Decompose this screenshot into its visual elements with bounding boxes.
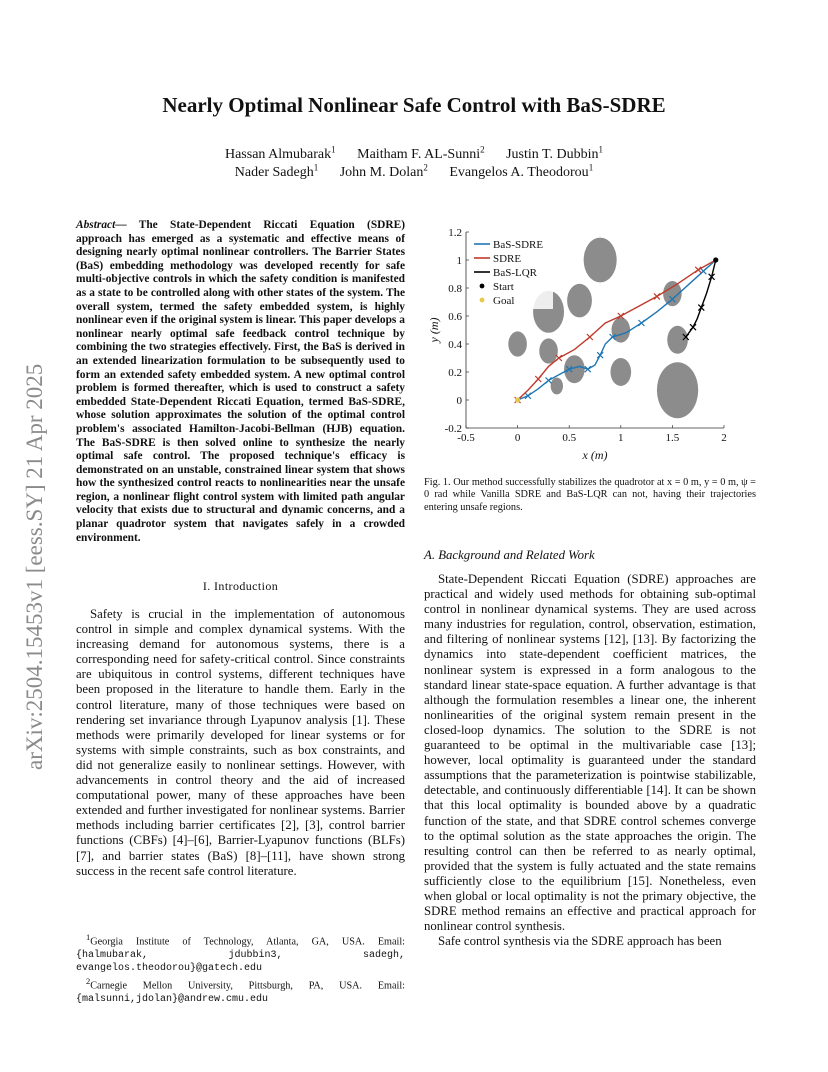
arxiv-identifier [16,280,48,780]
legend-label: Start [493,281,514,293]
obstacle [667,326,688,354]
section-heading-introduction: I. Introduction [202,579,279,593]
author-name: John M. Dolan [339,164,424,180]
footnote-1-emails: {halmubarak, jdubbin3, sadegh, evangelos.theodorou}@gatech.edu [76,949,405,974]
author-name: Justin T. Dubbin [506,146,599,162]
series-marker-bas-sdre [638,320,644,326]
y-tick-label: 0.6 [448,311,462,323]
obstacle [539,338,558,363]
series-marker-sdre [654,293,660,299]
series-marker-bas-sdre [597,352,603,358]
obstacle [610,358,631,386]
series-marker-bas-sdre [700,268,706,274]
legend-label: BaS-SDRE [493,239,544,251]
abstract-label: Abstract [76,219,116,231]
legend-swatch [480,284,485,289]
series-marker-sdre [587,334,593,340]
legend-label: SDRE [493,253,522,265]
series-marker-bas-sdre [546,377,552,383]
author-name: Evangelos A. Theodorou [449,164,589,180]
abstract-text: — The State-Dependent Riccati Equation (SDRE) approach has emerged as a systematic and effective means of designing nearly optimal nonlinear controllers. The Barrier States (BaS) embedding methodology was developed recently for safe multi-objective controls in which the safety condition is manifested as a state to be controlled along with other states of the system. The overall system, termed the safety embedded system, is highly nonlinear even if the original system is linear. This paper develops a nonlinear nearly optimal safe feedback control technique by combining the two strategies effectively. First, the BaS is derived in an extended linearization formulation to be subsequently used to form an extended safety embedded system. A new optimal control problem is formed thereafter, which is used to construct a safety embedded State-Dependent Riccati Equation, termed BaS-SDRE, whose solution approximates the solution of the optimal control problem's associated Hamilton-Jacobi-Bellman (HJB) equation. The BaS-SDRE is then solved online to synthesize the nearly optimal safe control. The proposed technique's efficacy is demonstrated on an unstable, constrained linear system that shows how the synthesized control reacts to nonlinearities near the unsafe region, a nonlinear flight control system with limited path angular velocity that exists due to structural and dynamic concerns, and a planar quadrotor system that navigates safely in a crowded environment. [76,219,405,544]
series-marker-sdre [535,376,541,382]
y-tick-label: 0.2 [448,367,462,379]
legend-label: BaS-LQR [493,267,537,279]
y-axis-label: y (m) [427,317,441,343]
author: Evangelos A. Theodorou$^1$ [449,162,594,180]
obstacle [567,284,592,318]
y-tick-label: 1.2 [448,227,462,239]
footnote-2-emails: {malsunni,jdolan}@andrew.cmu.edu [76,993,269,1005]
series-marker-bas-sdre [525,393,531,399]
legend-swatch [480,298,485,303]
author-name: Maitham F. AL-Sunni [357,146,481,162]
background-paragraph-1: State-Dependent Riccati Equation (SDRE) approaches are practical and widely used methods for obtaining sub-optimal control in nonlinear dynamical systems. They are used across many industries for regulation, control, observation, estimation, and filtering of nonlinear systems [12], [13]. By factorizing the dynamics into state-dependent coefficient matrices, the nonlinear system is expressed in a form analogous to the standard linear state-space equation. A further advantage is that although the formulation resembles a linear one, the inherent nonlinearities of the original system remain present in the closed-loop dynamics. The solution to the SDRE is not guaranteed to be optimal in the multivariable case [13]; however, local optimality is guaranteed under the standard assumptions that the parameterization is pointwise stabilizable, detectable, and continuously differentiable [14]. It can be shown that this local optimality is bounded above by a quadratic function of the state, and that SDRE control schemes converge to the optimal solution as the state approaches the origin. The resulting control can then be referred to as nearly optimal, provided that the system is fully actuated and the state remains sufficiently close to the equilibrium [15]. Nonetheless, even when global or local optimality is not the primary objective, the SDRE method remains an effective and practical approach for nonlinear control synthesis. [424,572,756,934]
intro-paragraph: Safety is crucial in the implementation of autonomous control in simple and complex dynamical systems. With the increasing demand for autonomous systems, there is a corresponding need for safety-critical control. Since constraints are ubiquitous in control systems, different techniques have been proposed in the literature to handle them. Early in the control literature, many of those techniques were based on rendering set invariance through Lyapunov analysis [1]. These methods were primarily developed for linear systems or for systems with simple constraints, such as box constraints, and did not generalize easily to nonlinear settings. However, with advancements in control theory and the aid of increased computational power, many of these approaches have been extended and further investigated for nonlinear systems. Barrier methods including barrier certificates [2], [3], control barrier functions (CBFs) [4]–[6], Barrier-Lyapunov functions (BLFs) [7], and barrier states (BaS) [8]–[11], have shown strong success in the recent safe control literature. [76,607,405,878]
figure-1-caption: Fig. 1. Our method successfully stabilizes the quadrotor at x = 0 m, y = 0 m, ψ = 0 rad while Vanilla SDRE and BaS-LQR can not, having their trajectories entering unsafe regions. [424,477,756,513]
marker-goal [515,397,520,402]
marker-start [713,257,718,262]
footnote-1: $^1$Georgia Institute of Technology, Atlanta, GA, USA. Email: {halmubarak, jdubbin3, sadegh, evangelos.theodorou}@gatech.edu [76,932,405,974]
y-tick-label: -0.2 [444,423,462,435]
author: Justin T. Dubbin$^1$ [506,144,604,162]
x-tick-label: 1 [618,432,624,444]
y-tick-label: 0.8 [448,283,462,295]
x-tick-label: 0 [514,432,521,444]
authors-line-2 [0,162,828,181]
legend-label: Goal [493,295,515,307]
obstacle [564,355,585,383]
series-marker-bas-lqr [698,305,704,311]
series-marker-bas-lqr [690,324,696,330]
author: John M. Dolan$^2$ [339,162,428,180]
y-tick-label: 1 [456,255,462,267]
subsection-heading-background: A. Background and Related Work [424,548,595,562]
arxiv-id-text: arXiv:2504.15453v1 [eess.SY] 21 Apr 2025 [22,363,47,770]
x-tick-label: -0.5 [457,432,475,444]
background-paragraph-2: Safe control synthesis via the SDRE approach has been [438,934,722,949]
obstacle [551,378,563,395]
author: Maitham F. AL-Sunni$^2$ [357,144,485,162]
footnote-2: $^2$Carnegie Mellon University, Pittsburgh, PA, USA. Email: {malsunni,jdolan}@andrew.cmu.edu [76,976,405,1005]
x-tick-label: 0.5 [562,432,577,444]
paper-title: Nearly Optimal Nonlinear Safe Control with BaS-SDRE [162,93,666,117]
author: Nader Sadegh$^1$ [234,162,319,180]
y-tick-label: 0 [456,395,462,407]
authors-line-1 [0,144,828,163]
obstacle [584,238,617,283]
obstacle [657,362,698,418]
author-name: Nader Sadegh [234,164,314,180]
background-body [424,572,756,949]
abstract [76,219,405,545]
x-axis-label: x (m) [582,448,608,462]
y-tick-label: 0.4 [448,339,462,351]
series-marker-sdre [556,355,562,361]
x-tick-label: 2 [721,432,727,444]
author-name: Hassan Almubarak [224,146,332,162]
obstacle [508,331,527,356]
series-marker-sdre [695,267,701,273]
footnotes [76,931,405,1006]
x-tick-label: 1.5 [665,432,680,444]
author: Hassan Almubarak$^1$ [224,144,336,162]
introduction-body [76,607,405,879]
figure-1-trajectory-plot [424,222,760,467]
